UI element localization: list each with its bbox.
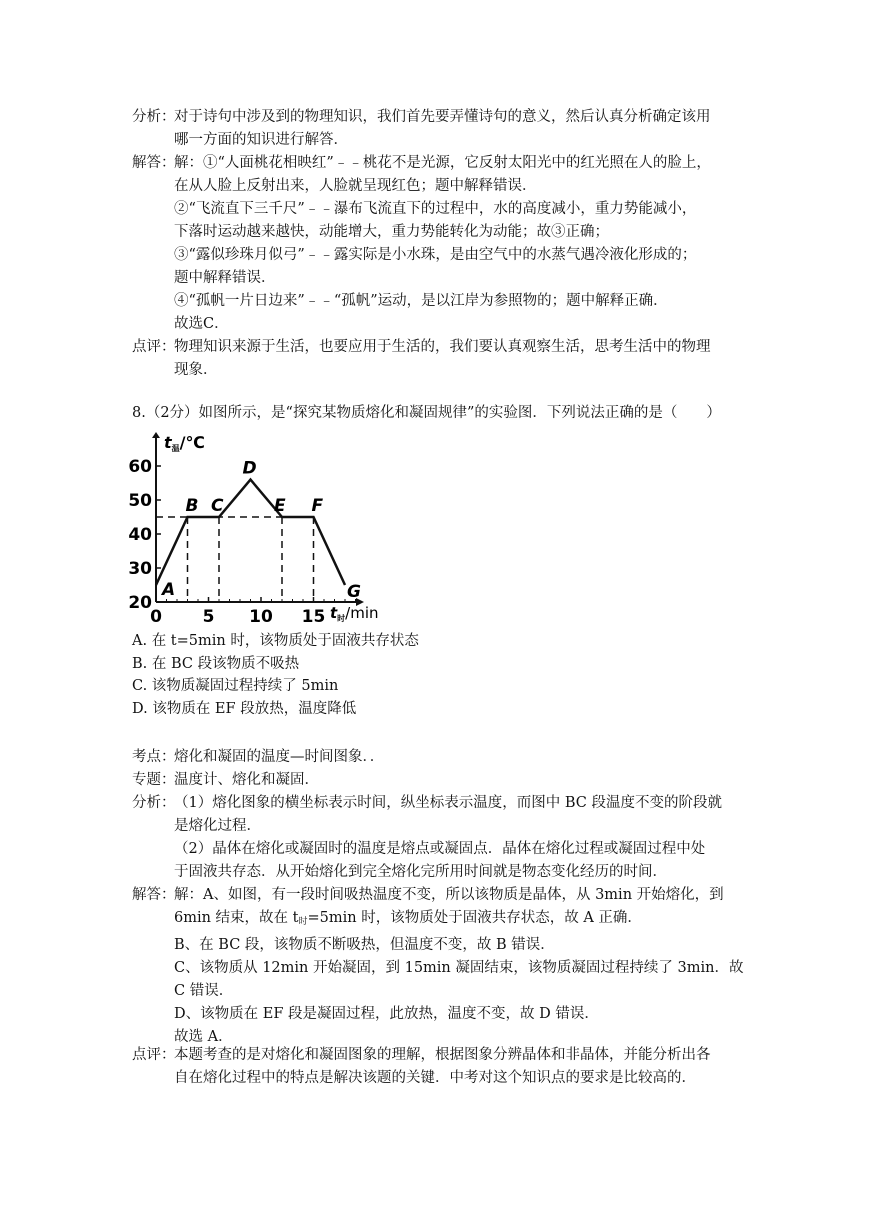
text-line: 题中解释错误． <box>174 270 276 286</box>
text-segment: =5min 时，该物质处于固液共存状态，故 A 正确． <box>307 910 642 926</box>
comment-block-1 <box>132 336 742 382</box>
point-label-d: D <box>242 458 257 479</box>
y-tick-label: 30 <box>128 559 152 579</box>
option-d: D. 该物质在 EF 段放热，温度降低 <box>132 700 357 717</box>
subscript-shi: 时 <box>298 917 308 927</box>
analysis-label: 分析： <box>132 109 176 125</box>
options-list <box>132 630 419 720</box>
answer-label: 解答： <box>132 887 176 903</box>
option-b: B. 在 BC 段该物质不吸热 <box>132 655 300 672</box>
text-line: D、该物质在 EF 段是凝固过程，此放热，温度不变，故 D 错误． <box>174 1006 599 1022</box>
text-segment: 6min 结束，故在 t <box>174 910 299 926</box>
text-line: C、该物质从 12min 开始凝固，到 15min 凝固结束，该物质凝固过程持续了 3min．故 <box>174 960 744 976</box>
text-line: 本题考查的是对熔化和凝固图象的理解，根据图象分辨晶体和非晶体，并能分析出各 <box>174 1047 711 1063</box>
x-axis-label: $t_时/\min$ <box>330 604 379 623</box>
text-line: 对于诗句中涉及到的物理知识，我们首先要弄懂诗句的意义，然后认真分析确定该用 <box>174 109 711 125</box>
comment-block-2 <box>132 1044 742 1090</box>
text-line: ④“孤帆一片日边来”﹣﹣“孤帆”运动，是以江岸为参照物的；题中解释正确． <box>174 293 668 309</box>
analysis-block-1 <box>132 106 742 152</box>
x-tick-label: 0 <box>150 607 162 627</box>
text-line: 哪一方面的知识进行解答． <box>174 132 348 148</box>
melting-curve-chart <box>128 432 398 628</box>
y-axis-label: t温/℃ <box>164 433 205 453</box>
text-line-with-subscript <box>174 907 742 934</box>
answer-block-2 <box>132 884 742 1049</box>
point-label-a: A <box>162 580 176 600</box>
x-tick-label: 15 <box>301 607 326 627</box>
answer-label: 解答： <box>132 155 176 171</box>
y-tick-label: 50 <box>128 491 152 511</box>
analysis-block-2 <box>132 792 742 884</box>
point-label-g: G <box>347 582 361 602</box>
text-line: ③“露似珍珠月似弓”﹣﹣露实际是小水珠，是由空气中的水蒸气遇冷液化形成的； <box>174 247 697 263</box>
text-line: C 错误． <box>174 983 234 999</box>
point-label-c: C <box>211 496 224 516</box>
x-tick-label: 5 <box>202 607 215 627</box>
y-tick-label: 20 <box>128 593 152 613</box>
y-axis-arrow <box>152 432 160 438</box>
comment-label: 点评： <box>132 339 176 355</box>
analysis-label: 分析： <box>132 795 176 811</box>
text-line: 下落时运动越来越快，动能增大，重力势能转化为动能；故③正确； <box>174 224 609 240</box>
kaodian-label: 考点： <box>132 749 176 765</box>
kaodian-block <box>132 746 742 769</box>
text-line: 于固液共存态．从开始熔化到完全熔化完所用时间就是物态变化经历的时间． <box>174 864 667 880</box>
text-line: 故选C． <box>174 316 229 332</box>
x-tick-label: 10 <box>249 607 273 627</box>
point-label-e: E <box>274 496 286 516</box>
text-line: 在从人脸上反射出来，人脸就呈现红色；题中解释错误． <box>174 178 537 194</box>
option-c: C. 该物质凝固过程持续了 5min <box>132 678 339 694</box>
y-tick-label: 60 <box>128 457 152 477</box>
text-line: 熔化和凝固的温度—时间图象．． <box>174 749 385 765</box>
zhuanti-label: 专题： <box>132 772 176 788</box>
text-line: 是熔化过程． <box>174 818 261 834</box>
y-tick-label: 40 <box>128 525 152 545</box>
text-line: B、在 BC 段，该物质不断吸热，但温度不变，故 B 错误． <box>174 937 555 953</box>
text-line: 自在熔化过程中的特点是解决该题的关键．中考对这个知识点的要求是比较高的． <box>174 1070 696 1086</box>
text-line: （2）晶体在熔化或凝固时的温度是熔点或凝固点．晶体在熔化过程或凝固过程中处 <box>174 841 706 857</box>
point-label-b: B <box>185 496 199 516</box>
text-line: ②“飞流直下三千尺”﹣﹣瀑布飞流直下的过程中，水的高度减小，重力势能减小， <box>174 201 697 217</box>
text-line: 解：①“人面桃花相映红”﹣﹣桃花不是光源，它反射太阳光中的红光照在人的脸上， <box>174 155 711 171</box>
text-line: 物理知识来源于生活，也要应用于生活的，我们要认真观察生活，思考生活中的物理 <box>174 339 711 355</box>
text-line: 现象． <box>174 362 218 378</box>
question-8-stem: 8.（2分）如图所示，是“探究某物质熔化和凝固规律”的实验图．下列说法正确的是（ ） <box>132 405 721 421</box>
option-a: A. 在 t=5min 时，该物质处于固液共存状态 <box>132 633 419 649</box>
answer-block-1 <box>132 152 742 336</box>
point-label-f: F <box>311 496 324 516</box>
zhuanti-block <box>132 769 742 792</box>
text-line: 温度计、熔化和凝固． <box>174 772 319 788</box>
comment-label: 点评： <box>132 1047 176 1063</box>
text-line: （1）熔化图象的横坐标表示时间，纵坐标表示温度，而图中 BC 段温度不变的阶段就 <box>174 795 722 811</box>
text-line: 解：A、如图，有一段时间吸热温度不变，所以该物质是晶体，从 3min 开始熔化，到 <box>174 887 724 903</box>
text-line: 故选 A． <box>174 1029 233 1045</box>
